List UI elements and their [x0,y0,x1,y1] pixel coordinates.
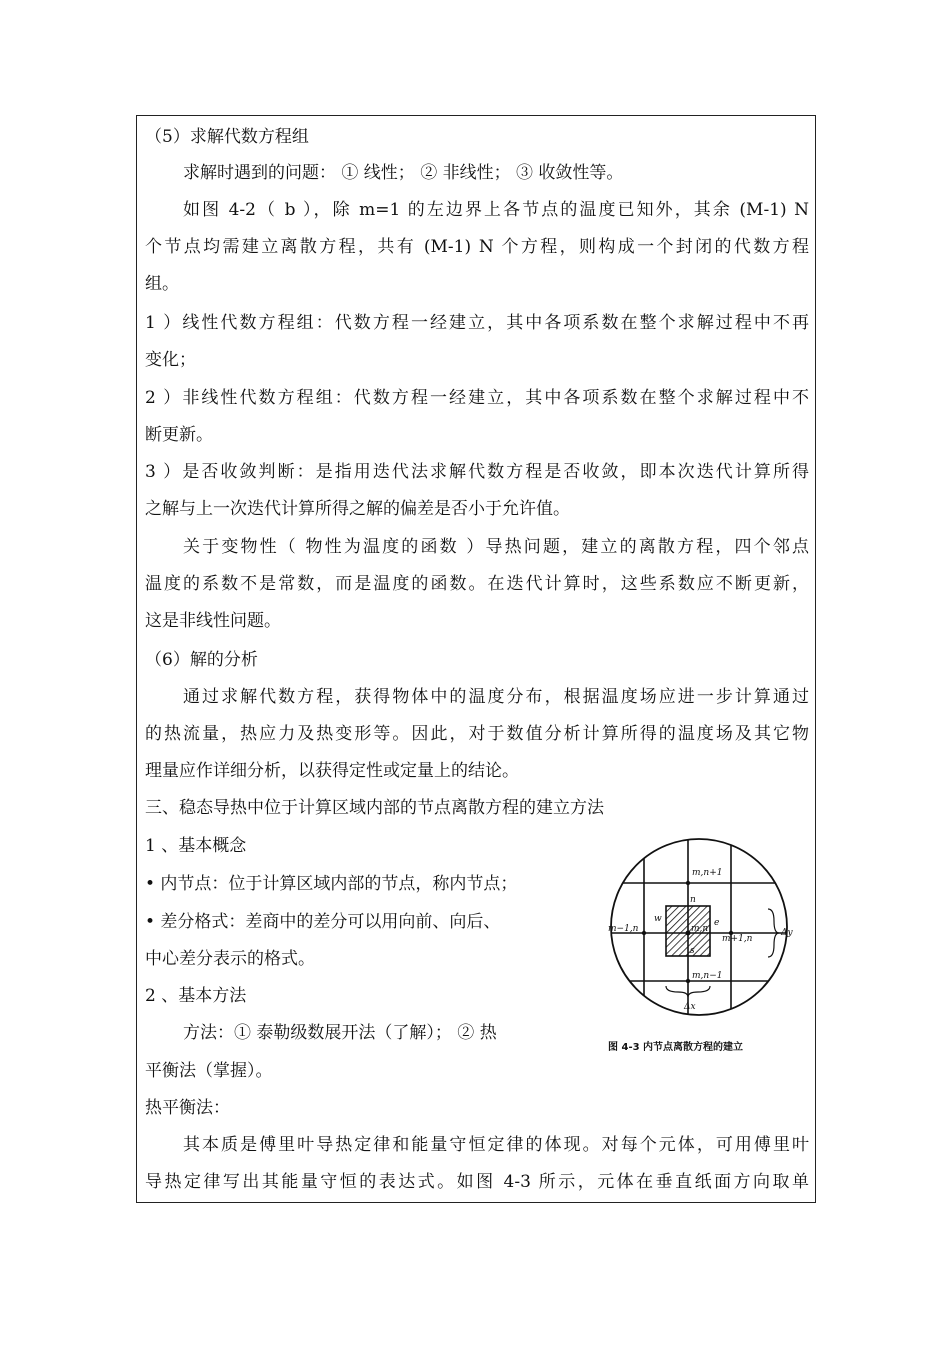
bullet-item: • 差分格式：差商中的差分可以用向前、向后、 [145,912,501,932]
text-line: 如图 4-2（ b ），除 m=1 的左边界上各节点的温度已知外，其余 (M-1) N [183,200,809,220]
text-line: 3 ）是否收敛判断：是指用迭代法求解代数方程是否收敛，即本次迭代计算所得 [145,462,809,482]
label-center-node: m,n [691,924,709,934]
text-line: 热平衡法： [145,1098,230,1118]
section-heading-3: 三、稳态导热中位于计算区域内部的节点离散方程的建立方法 [145,798,604,818]
label-e-face: e [714,918,720,928]
figure-4-3 [598,838,798,1060]
text-line: 其本质是傅里叶导热定律和能量守恒定律的体现。对每个元体，可用傅里叶 [183,1135,809,1155]
label-bottom-node: m,n−1 [692,971,723,981]
text-line: 变化； [145,350,196,370]
text-line: 个节点均需建立离散方程，共有 (M-1) N 个方程，则构成一个封闭的代数方程 [145,237,809,257]
heading-6: （6）解的分析 [145,650,258,670]
label-left-node: m−1,n [608,924,639,934]
text-line: 理量应作详细分析，以获得定性或定量上的结论。 [145,761,519,781]
text-line: 1 ）线性代数方程组：代数方程一经建立，其中各项系数在整个求解过程中不再 [145,313,809,333]
text-line: 平衡法（掌握）。 [145,1061,273,1081]
text-line: 温度的系数不是常数，而是温度的函数。在迭代计算时，这些系数应不断更新， [145,574,809,594]
text-line: 2 ）非线性代数方程组：代数方程一经建立，其中各项系数在整个求解过程中不 [145,388,809,408]
label-right-node: m+1,n [722,934,753,944]
text-line: 导热定律写出其能量守恒的表达式。如图 4-3 所示，元体在垂直纸面方向取单 [145,1172,809,1192]
text-line: 的热流量，热应力及热变形等。因此，对于数值分析计算所得的温度场及其它物 [145,724,809,744]
bullet-item: • 内节点：位于计算区域内部的节点，称内节点； [145,874,518,894]
text-line: 通过求解代数方程，获得物体中的温度分布，根据温度场应进一步计算通过 [183,687,809,707]
label-delta-y: Δy [781,928,793,938]
text-line: 这是非线性问题。 [145,611,281,631]
label-n-face: n [690,895,696,905]
label-s-face: s [690,946,695,956]
label-top-node: m,n+1 [692,868,723,878]
text-line: 之解与上一次迭代计算所得之解的偏差是否小于允许值。 [145,499,570,519]
heading-5: （5）求解代数方程组 [145,127,309,147]
label-delta-x: Δx [684,1002,696,1012]
text-line: 组。 [145,274,179,294]
text-line: 断更新。 [145,425,213,445]
label-w-face: w [654,914,662,924]
text-line: 求解时遇到的问题： ① 线性； ② 非线性； ③ 收敛性等。 [183,163,624,183]
text-line: 方法：① 泰勒级数展开法（了解）； ② 热 [183,1023,497,1043]
text-line: 关于变物性（ 物性为温度的函数 ）导热问题，建立的离散方程，四个邻点 [183,537,809,557]
subheading-basic-method: 2 、基本方法 [145,986,247,1006]
figure-caption: 图 4-3 内节点离散方程的建立 [608,1042,744,1053]
subheading-basic-concepts: 1 、基本概念 [145,836,247,856]
text-line: 中心差分表示的格式。 [145,949,315,969]
